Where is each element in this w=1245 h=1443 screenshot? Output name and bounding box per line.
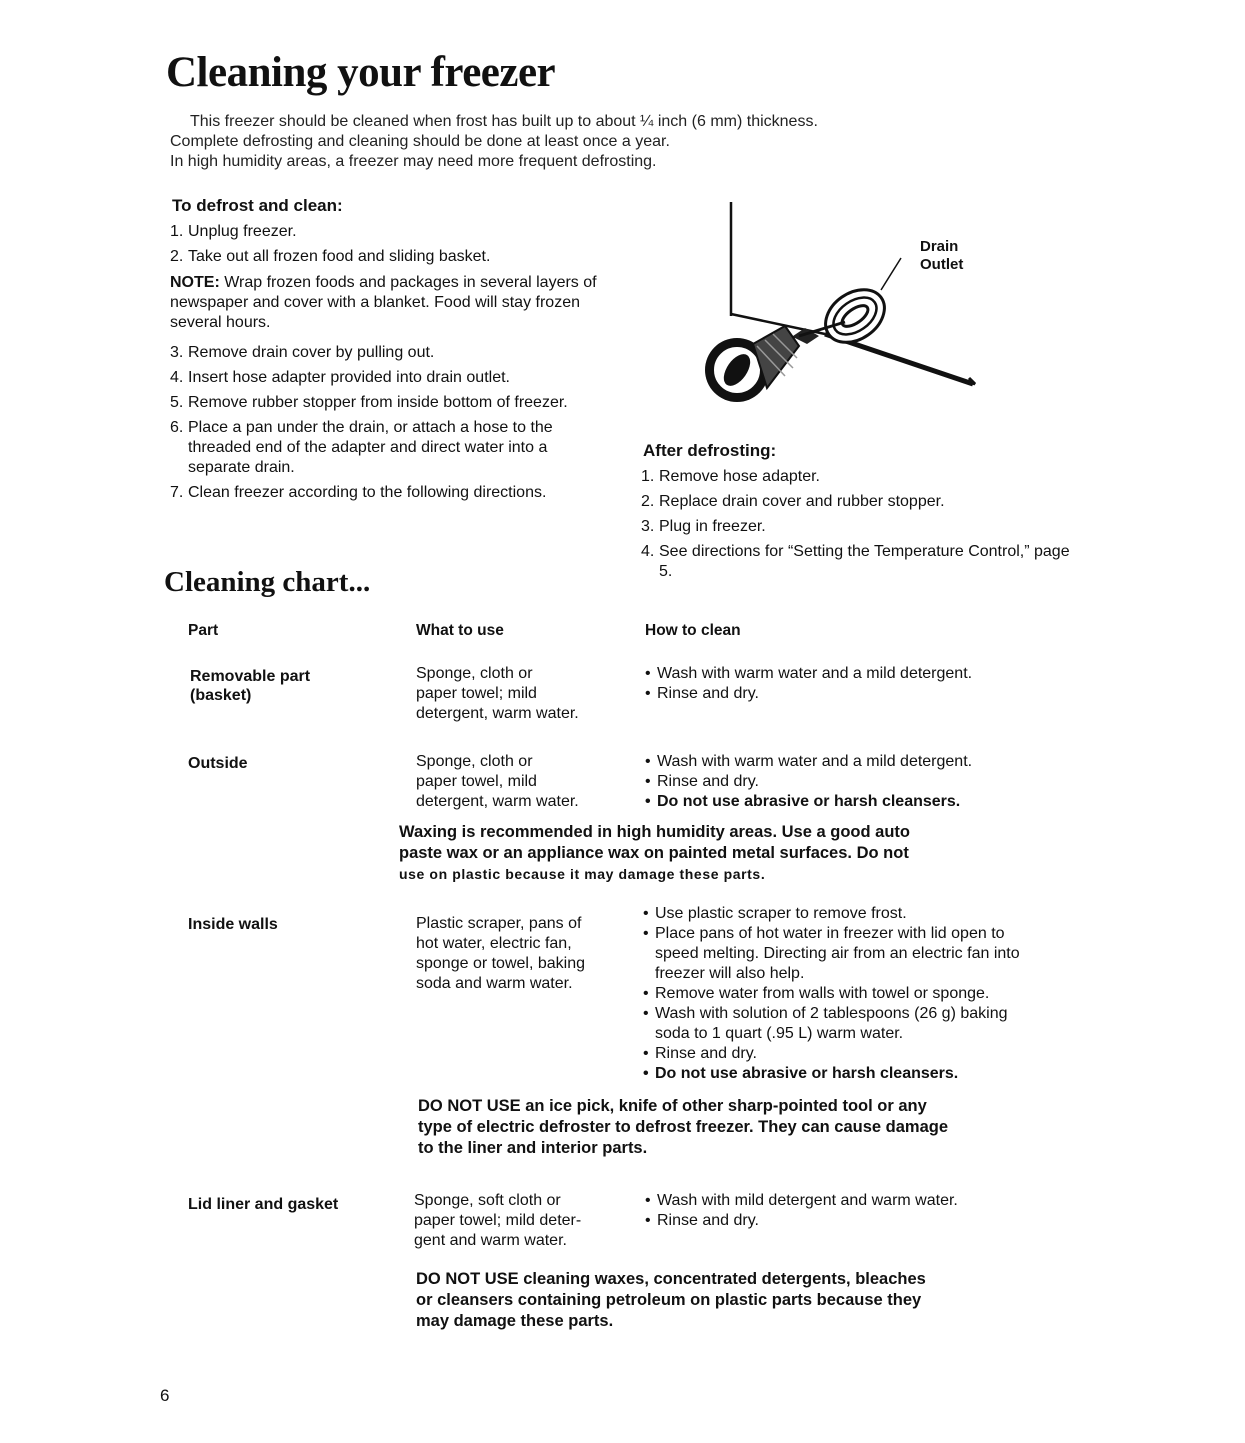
warning-line: type of electric defroster to defrost freezer. They can cause damage [418, 1118, 949, 1136]
step-item [170, 222, 602, 242]
what-line: paper towel; mild deter- [414, 1212, 582, 1229]
step-item [641, 492, 1081, 512]
bullet-item: • Rinse and dry. [645, 1212, 759, 1229]
row-what-cell [416, 752, 579, 812]
bullet-item: • Rinse and dry. [645, 685, 759, 702]
bullet-item: • Wash with warm water and a mild detergent. [645, 753, 973, 770]
warning-line: use on plastic because it may damage these parts. [399, 866, 766, 882]
bullet-text: Use plastic scraper to remove frost. [655, 905, 907, 922]
bullet-text: Wash with warm water and a mild detergent. [657, 753, 973, 770]
row-what-cell [414, 1191, 581, 1251]
what-line: Sponge, cloth or [416, 665, 533, 682]
step-text: Remove hose adapter. [659, 468, 820, 485]
step-text: Place a pan under the drain, or attach a hose to the threaded end of the adapter and direct water into a separate drain. [188, 419, 553, 476]
row-how-cell [643, 904, 1043, 1084]
bullet-text: Place pans of hot water in freezer with lid open to speed melting. Directing air from an electric fan into freezer will also help. [655, 925, 1020, 982]
note-text: Wrap frozen foods and packages in several layers of newspaper and cover with a blanket. Food will stay frozen several hours. [170, 274, 597, 331]
step-item [641, 542, 1081, 582]
warning-line: paste wax or an appliance wax on painted metal surfaces. Do not [399, 844, 909, 862]
bullet-item-warning: • Do not use abrasive or harsh cleansers. [645, 793, 961, 810]
bullet-text: Do not use abrasive or harsh cleansers. [655, 1065, 959, 1082]
col-header-part: Part [188, 622, 219, 639]
after-defrost-section [641, 441, 1081, 587]
step-number: 1. [170, 223, 184, 240]
page-title: Cleaning your freezer [166, 49, 556, 96]
what-line: detergent, warm water. [416, 793, 579, 810]
row-what-cell [416, 914, 585, 994]
step-number: 1. [641, 468, 655, 485]
step-number: 6. [170, 419, 184, 436]
bullet-item: • Wash with warm water and a mild detergent. [645, 665, 973, 682]
step-text: Unplug freezer. [188, 223, 297, 240]
step-text: Replace drain cover and rubber stopper. [659, 493, 945, 510]
step-number: 7. [170, 484, 184, 501]
bullet-text: Rinse and dry. [657, 773, 759, 790]
after-heading: After defrosting: [643, 441, 777, 460]
step-text: Clean freezer according to the following directions. [188, 484, 547, 501]
what-line: Plastic scraper, pans of [416, 915, 582, 932]
warning-line: DO NOT USE an ice pick, knife of other sharp-pointed tool or any [418, 1097, 927, 1115]
col-header-how: How to clean [645, 622, 741, 639]
what-line: detergent, warm water. [416, 705, 579, 722]
bullet-text: Rinse and dry. [657, 1212, 759, 1229]
step-number: 4. [641, 543, 655, 560]
step-number: 3. [170, 344, 184, 361]
drain-outlet-label: Drain Outlet [920, 238, 964, 273]
bullet-item: • Rinse and dry. [645, 773, 759, 790]
bullet-item: • Rinse and dry. [643, 1045, 757, 1062]
bullet-text: Wash with mild detergent and warm water. [657, 1192, 958, 1209]
step-text: Take out all frozen food and sliding basket. [188, 248, 491, 265]
step-text: Insert hose adapter provided into drain outlet. [188, 369, 510, 386]
row-part-label: Removable part (basket) [190, 668, 311, 704]
step-number: 3. [641, 518, 655, 535]
defrost-steps-a [170, 222, 602, 267]
step-item [170, 418, 602, 478]
row-how-cell [645, 752, 1065, 812]
row-part-label: Outside [188, 755, 248, 772]
waxing-warning [399, 822, 1059, 885]
bullet-text: Do not use abrasive or harsh cleansers. [657, 793, 961, 810]
what-line: gent and warm water. [414, 1232, 567, 1249]
warning-line: may damage these parts. [416, 1312, 614, 1330]
row-what-cell [416, 664, 579, 724]
defrost-steps-b [170, 343, 602, 503]
what-line: Sponge, soft cloth or [414, 1192, 561, 1209]
row-how-cell [645, 1191, 1045, 1231]
note-label: NOTE: [170, 274, 220, 291]
row-part-label: Lid liner and gasket [188, 1196, 339, 1213]
step-item [641, 467, 1081, 487]
intro-line: In high humidity areas, a freezer may need more frequent defrosting. [170, 153, 657, 170]
bullet-text: Wash with solution of 2 tablespoons (26 g) baking soda to 1 quart (.95 L) warm water. [655, 1005, 1008, 1042]
step-text: Plug in freezer. [659, 518, 766, 535]
step-item [170, 368, 602, 388]
bullet-text: Rinse and dry. [657, 685, 759, 702]
warning-line: DO NOT USE cleaning waxes, concentrated detergents, bleaches [416, 1270, 926, 1288]
row-how-cell [645, 664, 1045, 704]
bullet-item: • Wash with mild detergent and warm water. [645, 1192, 958, 1209]
col-header-what: What to use [416, 622, 504, 639]
bullet-text: Wash with warm water and a mild detergent. [657, 665, 973, 682]
note-paragraph [170, 273, 602, 333]
drain-outlet-illustration [695, 198, 995, 410]
step-number: 5. [170, 394, 184, 411]
step-text: See directions for “Setting the Temperature Control,” page 5. [659, 543, 1070, 580]
after-steps [641, 467, 1081, 582]
step-text: Remove drain cover by pulling out. [188, 344, 435, 361]
what-line: paper towel; mild [416, 685, 537, 702]
warning-line: to the liner and interior parts. [418, 1139, 648, 1157]
step-number: 4. [170, 369, 184, 386]
what-line: soda and warm water. [416, 975, 573, 992]
what-line: paper towel, mild [416, 773, 537, 790]
chart-title: Cleaning chart... [164, 566, 371, 598]
bullet-item-warning: • Do not use abrasive or harsh cleansers. [643, 1065, 959, 1082]
defrost-section [170, 196, 602, 508]
what-line: sponge or towel, baking [416, 955, 585, 972]
intro-line: This freezer should be cleaned when frost has built up to about ¼ inch (6 mm) thickness. [190, 113, 818, 130]
sharp-tool-warning [418, 1096, 1078, 1159]
bullet-item: • Place pans of hot water in freezer with lid open to speed melting. Directing air from an electric fan into freezer will also help. [643, 924, 1043, 984]
warning-line: Waxing is recommended in high humidity areas. Use a good auto [399, 823, 910, 841]
bullet-text: Rinse and dry. [655, 1045, 757, 1062]
warning-line: or cleansers containing petroleum on plastic parts because they [416, 1291, 922, 1309]
step-item [170, 483, 602, 503]
intro-line: Complete defrosting and cleaning should be done at least once a year. [170, 133, 670, 150]
cleaning-wax-warning [416, 1269, 1076, 1332]
step-number: 2. [641, 493, 655, 510]
step-number: 2. [170, 248, 184, 265]
drain-outlet-drawing [695, 198, 995, 410]
bullet-item: • Remove water from walls with towel or sponge. [643, 985, 990, 1002]
row-part-label: Inside walls [188, 916, 278, 933]
step-item [170, 343, 602, 363]
bullet-text: Remove water from walls with towel or sponge. [655, 985, 990, 1002]
bullet-item: • Use plastic scraper to remove frost. [643, 905, 907, 922]
what-line: Sponge, cloth or [416, 753, 533, 770]
defrost-heading: To defrost and clean: [172, 196, 343, 215]
step-item [170, 393, 602, 413]
step-item [641, 517, 1081, 537]
page-number: 6 [160, 1386, 170, 1405]
step-item [170, 247, 602, 267]
step-text: Remove rubber stopper from inside bottom of freezer. [188, 394, 568, 411]
bullet-item: • Wash with solution of 2 tablespoons (26 g) baking soda to 1 quart (.95 L) warm water. [643, 1004, 1043, 1044]
intro-text [170, 112, 950, 172]
what-line: hot water, electric fan, [416, 935, 572, 952]
